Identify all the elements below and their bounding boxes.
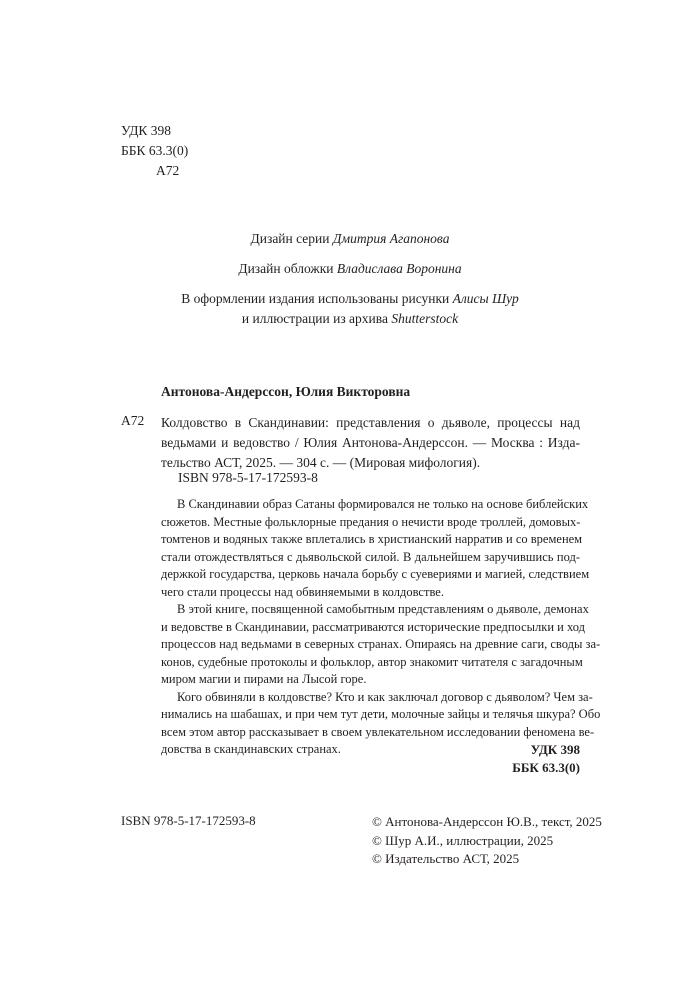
annotation-line: стали отождествляться с дьявольской силой. В дальнейшем заручившись под- [161, 549, 580, 564]
illustration-source-credit: и иллюстрации из архива Shutterstock [241, 311, 459, 326]
annotation-line: В этой книге, посвященной самобытным представлениям о дьяволе, демонах [177, 602, 589, 616]
record-isbn: ISBN 978-5-17-172593-8 [178, 470, 318, 485]
copyright-block [372, 813, 602, 869]
annotation-line: конов, судебные протоколы и фольклор, автор знакомит читателя с загадочным [161, 654, 583, 669]
annotation-line: держкой государства, церковь начала борьбу с суевериями и магией, следствием [161, 567, 590, 581]
stock-source-name: Shutterstock [391, 311, 459, 326]
cover-design-credit: Дизайн обложки Владислава Воронина [238, 261, 462, 276]
biblio-line: ведьмами и ведовство / Юлия Антонова-Андерссон. — Москва : Изда- [161, 435, 580, 450]
biblio-line: тельство АСТ, 2025. — 304 с. — (Мировая мифология). [161, 455, 481, 470]
copyright-line: © Издательство АСТ, 2025 [372, 851, 520, 866]
bbk-code: ББК 63.3(0) [121, 143, 189, 158]
annotation-line: нимались на шабашах, и при чем тут дети, молочные зайцы и телячья шкура? Обо [161, 707, 601, 721]
annotation [161, 496, 601, 759]
illustration-credit: В оформлении издания использованы рисунки Алисы Шур [181, 291, 519, 306]
illustrator-name: Алисы Шур [452, 291, 519, 306]
classification-codes [121, 121, 188, 181]
series-designer-name: Дмитрия Агапонова [332, 231, 450, 246]
copyright-line: © Антонова-Андерссон Ю.В., текст, 2025 [372, 814, 602, 829]
annotation-line: томтенов и водяных также вплетались в христианский нарратив и со временем [161, 532, 583, 546]
annotation-line: процессов над ведьмами в северных странах. Опираясь на древние саги, своды за- [161, 637, 601, 651]
annotation-line: чего стали процессы над обвиняемыми в колдовстве. [161, 584, 444, 599]
author-heading: Антонова-Андерссон, Юлия Викторовна [161, 384, 411, 399]
annotation-line: В Скандинавии образ Сатаны формировался не только на основе библейских [177, 497, 589, 511]
annotation-line: довства в скандинавских странах. [161, 742, 341, 756]
annotation-line: миром магии и пирами на Лысой горе. [161, 672, 367, 686]
udk-code-repeat: УДК 398 [530, 742, 580, 757]
cover-designer-name: Владислава Воронина [336, 261, 462, 276]
classification-codes-repeat [400, 741, 580, 777]
annotation-line: сюжетов. Местные фольклорные предания о нечисти вроде троллей, домовых- [161, 514, 581, 529]
author-sign-code: А72 [156, 163, 180, 178]
udk-code: УДК 398 [121, 123, 172, 138]
annotation-paragraph [161, 496, 590, 601]
annotation-line: всем этом автор рассказывает в своем увлекательном исследовании феномена ве- [161, 724, 595, 739]
annotation-line: и ведовстве в Скандинавии, рассматриваются исторические предпосылки и ход [161, 619, 585, 634]
design-credits [60, 229, 640, 329]
annotation-paragraph [161, 601, 601, 689]
bibliographic-description [161, 413, 580, 473]
biblio-line: Колдовство в Скандинавии: представления о дьяволе, процессы над [161, 415, 580, 430]
footer-isbn: ISBN 978-5-17-172593-8 [121, 813, 256, 828]
series-design-credit: Дизайн серии Дмитрия Агапонова [250, 231, 450, 246]
copyright-line: © Шур А.И., иллюстрации, 2025 [372, 832, 554, 848]
annotation-line: Кого обвиняли в колдовстве? Кто и как заключал договор с дьяволом? Чем за- [177, 689, 593, 704]
record-author-code: А72 [121, 413, 145, 428]
bbk-code-repeat: ББК 63.3(0) [512, 760, 580, 775]
